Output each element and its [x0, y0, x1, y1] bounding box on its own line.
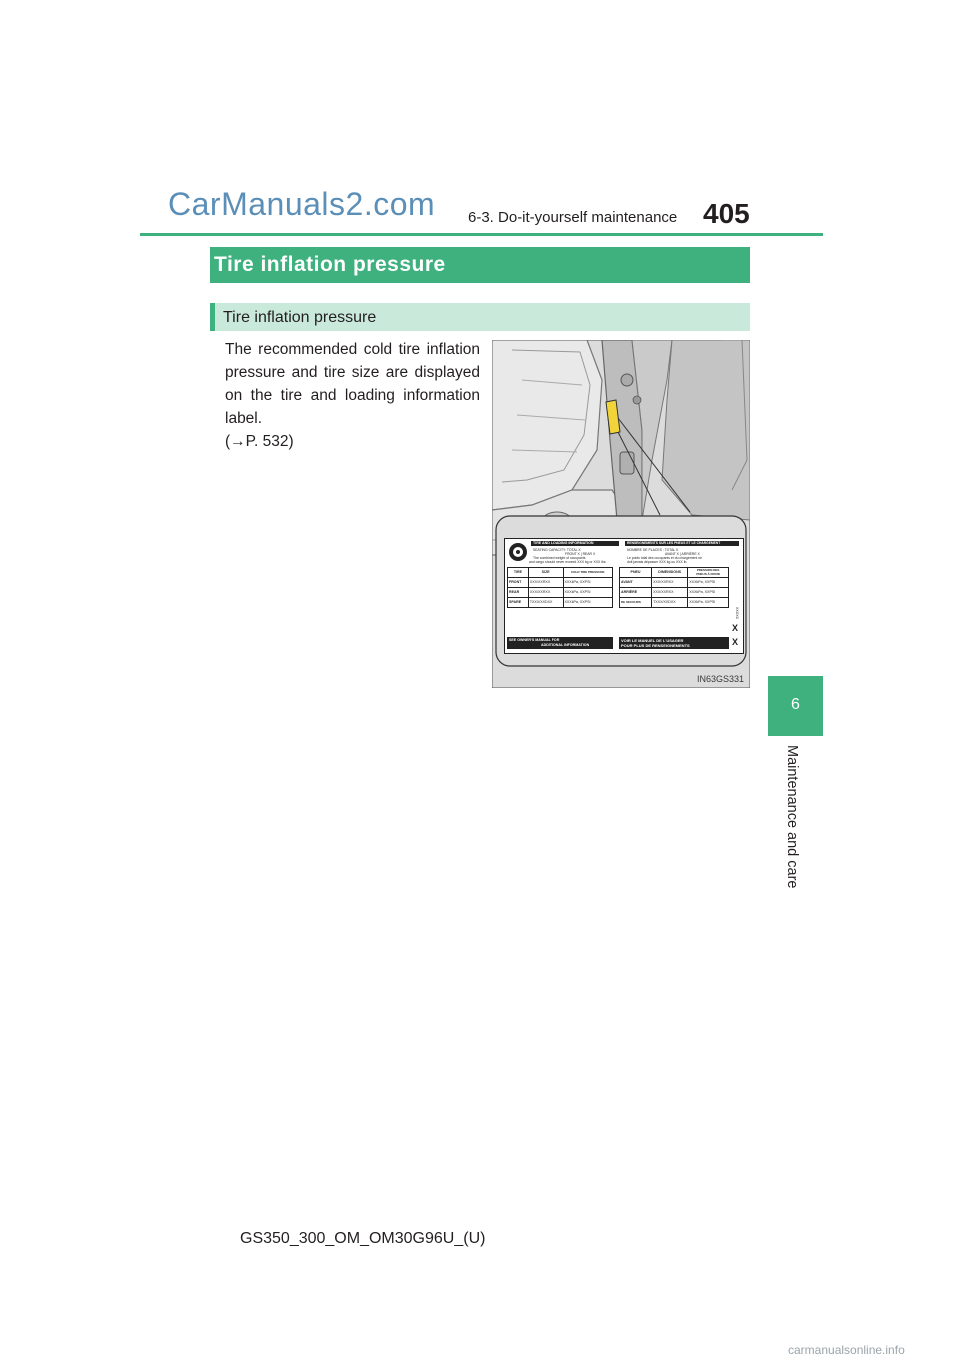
- table-row: [508, 598, 613, 608]
- table-cell: FRONT: [508, 578, 529, 588]
- en-footer-2: ADDITIONAL INFORMATION: [541, 643, 590, 647]
- fr-pressure-heading-2: PNEUS À FROID: [696, 571, 720, 576]
- en-weight-2: and cargo should never exceed XXX kg or XXX lbs.: [529, 560, 607, 564]
- figure-code: IN63GS331: [696, 674, 744, 684]
- table-cell: DE SECOURS: [620, 598, 652, 608]
- paragraph-text: The recommended cold tire inflation pressure and tire size are displayed on the tire and loading information label.: [225, 341, 480, 427]
- tire-label-figure: [492, 340, 750, 688]
- table-cell: SPARE: [508, 598, 529, 608]
- chapter-label-text: Maintenance and care: [784, 745, 800, 889]
- table-header-cell: TIRE: [508, 568, 529, 578]
- table-row: [620, 588, 729, 598]
- fr-footer-1: VOIR LE MANUEL DE L'USAGER: [621, 638, 684, 643]
- en-weight-1: The combined weight of occupants: [533, 556, 586, 560]
- table-cell: XXXkPa, XXPSI: [563, 588, 613, 598]
- table-header-cell: COLD TIRE PRESSURE: [563, 568, 613, 578]
- table-cell: XXXkPa, XXPSI: [688, 578, 729, 588]
- table-cell: XXXkPa, XXPSI: [688, 588, 729, 598]
- table-header-row: [508, 568, 613, 578]
- document-code: GS350_300_OM_OM30G96U_(U): [240, 1230, 486, 1247]
- side-mark-lower: X: [732, 637, 739, 647]
- table-cell: XXX/XXRXX: [652, 588, 688, 598]
- fr-pressure-table: [619, 567, 729, 608]
- table-header-cell: [688, 568, 729, 578]
- side-mark-upper: X: [732, 623, 739, 633]
- side-code: XXXXX: [735, 607, 739, 619]
- table-header-cell: PNEU: [620, 568, 652, 578]
- subheading: Tire inflation pressure: [223, 309, 377, 326]
- en-heading: TIRE AND LOADING INFORMATION: [533, 541, 594, 545]
- table-cell: XXX/XXRXX: [528, 588, 563, 598]
- table-cell: TXXX/XXDXX: [528, 598, 563, 608]
- chapter-label: [784, 745, 810, 889]
- en-footer-1: SEE OWNER'S MANUAL FOR: [509, 638, 560, 642]
- fr-weight-2: doit jamais dépasser XXX kg ou XXX lb.: [627, 560, 688, 564]
- tire-loading-label: [504, 538, 744, 654]
- en-pressure-table: [507, 567, 613, 608]
- table-header-row: [620, 568, 729, 578]
- page-reference-link[interactable]: (→P. 532): [225, 433, 294, 450]
- tire-icon: [508, 542, 528, 562]
- table-cell: AVANT: [620, 578, 652, 588]
- main-heading: Tire inflation pressure: [214, 253, 446, 276]
- table-cell: XXXkPa, XXPSI: [563, 578, 613, 588]
- site-logo: CarManuals2.com: [168, 186, 436, 222]
- fr-footer-2: POUR PLUS DE RENSEIGNEMENTS: [621, 643, 690, 648]
- fr-pressure-heading-1: PRESSION DES: [696, 568, 720, 572]
- table-row: [620, 578, 729, 588]
- en-front-rear: FRONT X | REAR X: [565, 552, 596, 556]
- table-cell: XXXkPa, XXPSI: [688, 598, 729, 608]
- table-cell: XXXkPa, XXPSI: [563, 598, 613, 608]
- table-row: [508, 578, 613, 588]
- table-row: [508, 588, 613, 598]
- body-paragraph: [225, 338, 480, 453]
- en-seating: SEATING CAPACITY: TOTAL X: [533, 548, 581, 552]
- table-row: [620, 598, 729, 608]
- chapter-number: 6: [791, 696, 800, 713]
- table-header-cell: DIMENSIONS: [652, 568, 688, 578]
- header-rule: [140, 233, 823, 236]
- table-cell: XXX/XXRXX: [528, 578, 563, 588]
- watermark: carmanualsonline.info: [788, 1343, 905, 1357]
- table-cell: REAR: [508, 588, 529, 598]
- table-cell: TXXX/XXDXX: [652, 598, 688, 608]
- fr-front-rear: AVANT X | ARRIÈRE X: [665, 552, 700, 556]
- table-header-cell: SIZE: [528, 568, 563, 578]
- page-number: 405: [703, 198, 750, 229]
- fr-seating: NOMBRE DE PLACES : TOTAL X: [627, 548, 679, 552]
- subheading-accent: [210, 303, 215, 331]
- table-cell: XXX/XXRXX: [652, 578, 688, 588]
- fr-heading: RENSEIGNEMENTS SUR LES PNEUS ET LE CHARGEMENT: [627, 541, 721, 545]
- fr-weight-1: Le poids total des occupants et du chargement ne: [627, 556, 703, 560]
- section-title: 6-3. Do-it-yourself maintenance: [468, 209, 678, 226]
- table-cell: ARRIÈRE: [620, 588, 652, 598]
